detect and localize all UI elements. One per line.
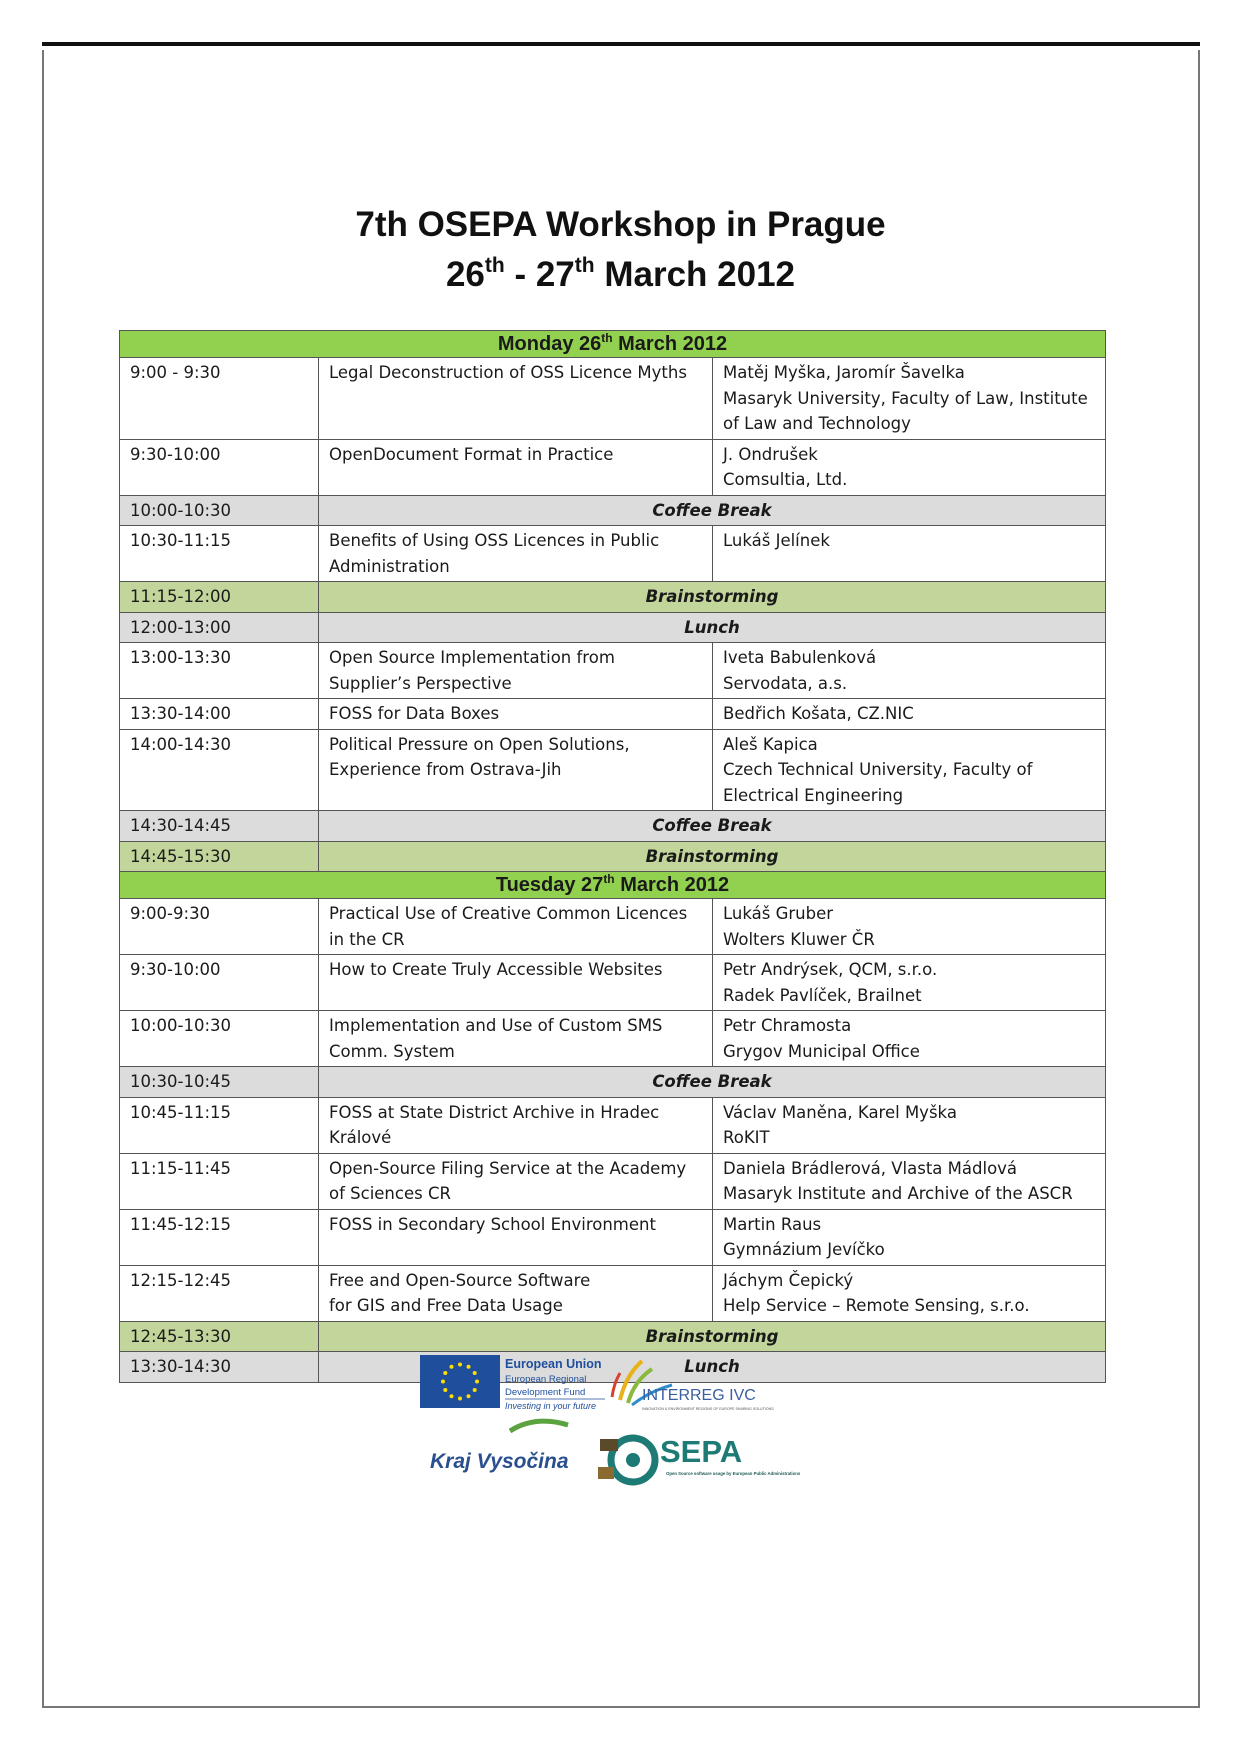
speaker-line: Grygov Municipal Office	[723, 1041, 920, 1061]
time-cell: 9:00 - 9:30	[120, 358, 319, 440]
session-title-line: Benefits of Using OSS Licences in Public	[329, 531, 660, 550]
break-row	[120, 612, 1106, 643]
time-cell: 12:45-13:30	[120, 1321, 319, 1352]
speaker-cell	[713, 1097, 1106, 1153]
session-title-cell	[319, 729, 713, 811]
speaker-cell	[713, 358, 1106, 440]
day-header-cell	[120, 872, 1106, 899]
session-row	[120, 1097, 1106, 1153]
session-row	[120, 699, 1106, 730]
speaker-line: Iveta Babulenková	[723, 648, 877, 667]
title-date-end: - 27	[504, 255, 575, 294]
eu-star-icon	[450, 1365, 454, 1369]
break-label: Brainstorming	[319, 1321, 1106, 1352]
session-title-line: of Sciences CR	[329, 1184, 451, 1203]
speaker-cell	[713, 955, 1106, 1011]
session-title-cell	[319, 643, 713, 699]
session-row	[120, 358, 1106, 440]
speaker-line: of Law and Technology	[723, 414, 911, 433]
time-cell: 10:30-11:15	[120, 526, 319, 582]
break-row	[120, 582, 1106, 613]
session-title-line: Administration	[329, 556, 450, 576]
session-row	[120, 1153, 1106, 1209]
session-row	[120, 1011, 1106, 1067]
session-title-cell	[319, 699, 713, 730]
session-title-cell	[319, 1265, 713, 1321]
session-title-line: FOSS for Data Boxes	[329, 704, 500, 723]
time-cell: 9:00-9:30	[120, 899, 319, 955]
speaker-line: Petr Chramosta	[723, 1016, 852, 1035]
break-row	[120, 1321, 1106, 1352]
title-date-end-suffix: th	[574, 254, 595, 277]
eu-star-icon	[473, 1388, 477, 1392]
speaker-line: Czech Technical University, Faculty of	[723, 760, 1033, 779]
kraj-vysocina-logo	[430, 1421, 569, 1473]
title-line-2	[0, 250, 1241, 300]
speaker-cell	[713, 1209, 1106, 1265]
session-title-cell	[319, 1097, 713, 1153]
session-title-line: OpenDocument Format in Practice	[329, 444, 614, 464]
session-title-line: Implementation and Use of Custom SMS	[329, 1016, 663, 1035]
eu-star-icon	[443, 1371, 447, 1375]
session-title-line: Legal Deconstruction of OSS Licence Myths	[329, 363, 687, 382]
speaker-line: Lukáš Jelínek	[723, 531, 830, 550]
speaker-line: Help Service – Remote Sensing, s.r.o.	[723, 1296, 1030, 1315]
time-cell: 14:45-15:30	[120, 841, 319, 872]
session-title-cell	[319, 899, 713, 955]
speaker-line: Comsultia, Ltd.	[723, 470, 848, 489]
session-row	[120, 955, 1106, 1011]
time-cell: 13:30-14:30	[120, 1352, 319, 1383]
speaker-line: Lukáš Gruber	[723, 904, 834, 923]
kraj-swoosh-icon	[510, 1421, 568, 1431]
break-label: Brainstorming	[319, 841, 1106, 872]
time-cell: 10:00-10:30	[120, 495, 319, 526]
top-rule	[42, 42, 1200, 46]
time-cell: 10:45-11:15	[120, 1097, 319, 1153]
eu-star-icon	[458, 1363, 462, 1367]
speaker-cell	[713, 1153, 1106, 1209]
speaker-cell	[713, 1265, 1106, 1321]
session-title-line: for GIS and Free Data Usage	[329, 1296, 563, 1315]
speaker-cell	[713, 899, 1106, 955]
speaker-line: J. Ondrušek	[723, 444, 818, 464]
session-title-cell	[319, 1011, 713, 1067]
day-name: Monday 26	[497, 333, 602, 355]
title-date-start-suffix: th	[484, 254, 505, 277]
session-title-line: FOSS in Secondary School Environment	[329, 1214, 656, 1234]
speaker-line: Masaryk Institute and Archive of the ASCR	[723, 1184, 1073, 1203]
session-title-line: FOSS at State District Archive in Hradec	[329, 1102, 660, 1122]
eu-logo-line-2: Development Fund	[505, 1387, 586, 1398]
title-block	[0, 200, 1241, 300]
speaker-cell	[713, 439, 1106, 495]
osepa-logo-tagline: Open Source software usage by European Public Administrations	[666, 1471, 801, 1476]
session-title-line: How to Create Truly Accessible Websites	[329, 960, 663, 979]
speaker-line: Servodata, a.s.	[723, 673, 848, 693]
eu-star-icon	[458, 1397, 462, 1401]
day-header	[120, 331, 1106, 358]
osepa-logo	[598, 1434, 801, 1482]
eu-star-icon	[467, 1365, 471, 1369]
break-row	[120, 495, 1106, 526]
day-month-year: March 2012	[614, 874, 730, 896]
interreg-logo-tagline: INNOVATION & ENVIRONMENT REGIONS OF EUROPE SHARING SOLUTIONS	[642, 1407, 774, 1411]
day-ordinal-suffix: th	[603, 872, 615, 886]
session-title-cell	[319, 358, 713, 440]
break-row	[120, 811, 1106, 842]
time-cell: 10:00-10:30	[120, 1011, 319, 1067]
speaker-line: Daniela Brádlerová, Vlasta Mádlová	[723, 1158, 1018, 1178]
title-month-year: March 2012	[594, 255, 796, 294]
time-cell: 9:30-10:00	[120, 955, 319, 1011]
speaker-line: Jáchym Čepický	[723, 1270, 854, 1290]
speaker-line: Masaryk University, Faculty of Law, Institute	[723, 388, 1088, 408]
session-title-line: in the CR	[329, 929, 405, 949]
time-cell: 12:15-12:45	[120, 1265, 319, 1321]
eu-star-icon	[441, 1380, 445, 1384]
break-label: Lunch	[319, 1352, 1106, 1383]
session-row	[120, 1209, 1106, 1265]
title-date-start: 26	[445, 255, 485, 294]
session-row	[120, 1265, 1106, 1321]
eu-logo-name: European Union	[505, 1357, 602, 1371]
break-row	[120, 841, 1106, 872]
speaker-line: Petr Andrýsek, QCM, s.r.o.	[723, 960, 938, 979]
speaker-line: Radek Pavlíček, Brailnet	[723, 985, 922, 1005]
speaker-line: Bedřich Košata, CZ.NIC	[723, 704, 914, 723]
eu-logo-line-3: Investing in your future	[505, 1401, 597, 1411]
speaker-line: Gymnázium Jevíčko	[723, 1240, 885, 1259]
speaker-cell	[713, 1011, 1106, 1067]
kraj-logo-name: Kraj Vysočina	[430, 1450, 569, 1473]
break-label: Coffee Break	[319, 1067, 1106, 1098]
break-row	[120, 1067, 1106, 1098]
day-ordinal-suffix: th	[601, 331, 613, 345]
title-line-1: 7th OSEPA Workshop in Prague	[355, 205, 886, 244]
time-cell: 13:30-14:00	[120, 699, 319, 730]
session-row	[120, 526, 1106, 582]
day-header	[120, 872, 1106, 899]
eu-star-icon	[473, 1371, 477, 1375]
session-row	[120, 899, 1106, 955]
session-row	[120, 729, 1106, 811]
session-row	[120, 439, 1106, 495]
osepa-logo-name: SEPA	[660, 1434, 743, 1469]
session-title-line: Králové	[329, 1128, 392, 1147]
session-title-line: Practical Use of Creative Common Licences	[329, 904, 688, 923]
speaker-line: Matěj Myška, Jaromír Šavelka	[723, 363, 965, 382]
session-title-line: Supplier’s Perspective	[329, 673, 512, 693]
break-label: Coffee Break	[319, 495, 1106, 526]
time-cell: 10:30-10:45	[120, 1067, 319, 1098]
speaker-line: RoKIT	[723, 1128, 770, 1147]
time-cell: 13:00-13:30	[120, 643, 319, 699]
time-cell: 12:00-13:00	[120, 612, 319, 643]
time-cell: 14:30-14:45	[120, 811, 319, 842]
speaker-line: Aleš Kapica	[723, 734, 818, 754]
speaker-line: Martin Raus	[723, 1214, 822, 1234]
eu-star-icon	[467, 1394, 471, 1398]
time-cell: 9:30-10:00	[120, 439, 319, 495]
interreg-logo	[612, 1361, 774, 1411]
speaker-cell	[713, 699, 1106, 730]
session-title-line: Comm. System	[329, 1041, 455, 1061]
session-row	[120, 643, 1106, 699]
break-label: Brainstorming	[319, 582, 1106, 613]
time-cell: 11:15-12:00	[120, 582, 319, 613]
session-title-line: Open-Source Filing Service at the Academy	[329, 1158, 687, 1178]
schedule-table	[119, 330, 1106, 1383]
break-label: Lunch	[319, 612, 1106, 643]
speaker-cell	[713, 643, 1106, 699]
day-month-year: March 2012	[612, 333, 728, 355]
session-title-cell	[319, 439, 713, 495]
session-title-line: Free and Open-Source Software	[329, 1270, 591, 1290]
eu-logo	[420, 1355, 605, 1411]
session-title-cell	[319, 1209, 713, 1265]
session-title-line: Open Source Implementation from	[329, 648, 615, 667]
session-title-cell	[319, 526, 713, 582]
day-name: Tuesday 27	[495, 874, 604, 896]
eu-star-icon	[450, 1394, 454, 1398]
speaker-line: Electrical Engineering	[723, 785, 904, 805]
eu-logo-line-1: European Regional	[505, 1374, 587, 1385]
day-header-cell	[120, 331, 1106, 358]
sponsor-logos	[420, 1355, 820, 1505]
time-cell: 11:15-11:45	[120, 1153, 319, 1209]
speaker-line: Wolters Kluwer ČR	[723, 929, 875, 949]
time-cell: 14:00-14:30	[120, 729, 319, 811]
interreg-logo-name: INTERREG IVC	[642, 1387, 756, 1404]
time-cell: 11:45-12:15	[120, 1209, 319, 1265]
speaker-cell	[713, 526, 1106, 582]
session-title-line: Political Pressure on Open Solutions,	[329, 734, 630, 754]
session-title-line: Experience from Ostrava-Jih	[329, 760, 562, 779]
session-title-cell	[319, 955, 713, 1011]
eu-star-icon	[475, 1380, 479, 1384]
speaker-cell	[713, 729, 1106, 811]
session-title-cell	[319, 1153, 713, 1209]
break-label: Coffee Break	[319, 811, 1106, 842]
speaker-line: Václav Maněna, Karel Myška	[723, 1102, 957, 1122]
eu-star-icon	[443, 1388, 447, 1392]
